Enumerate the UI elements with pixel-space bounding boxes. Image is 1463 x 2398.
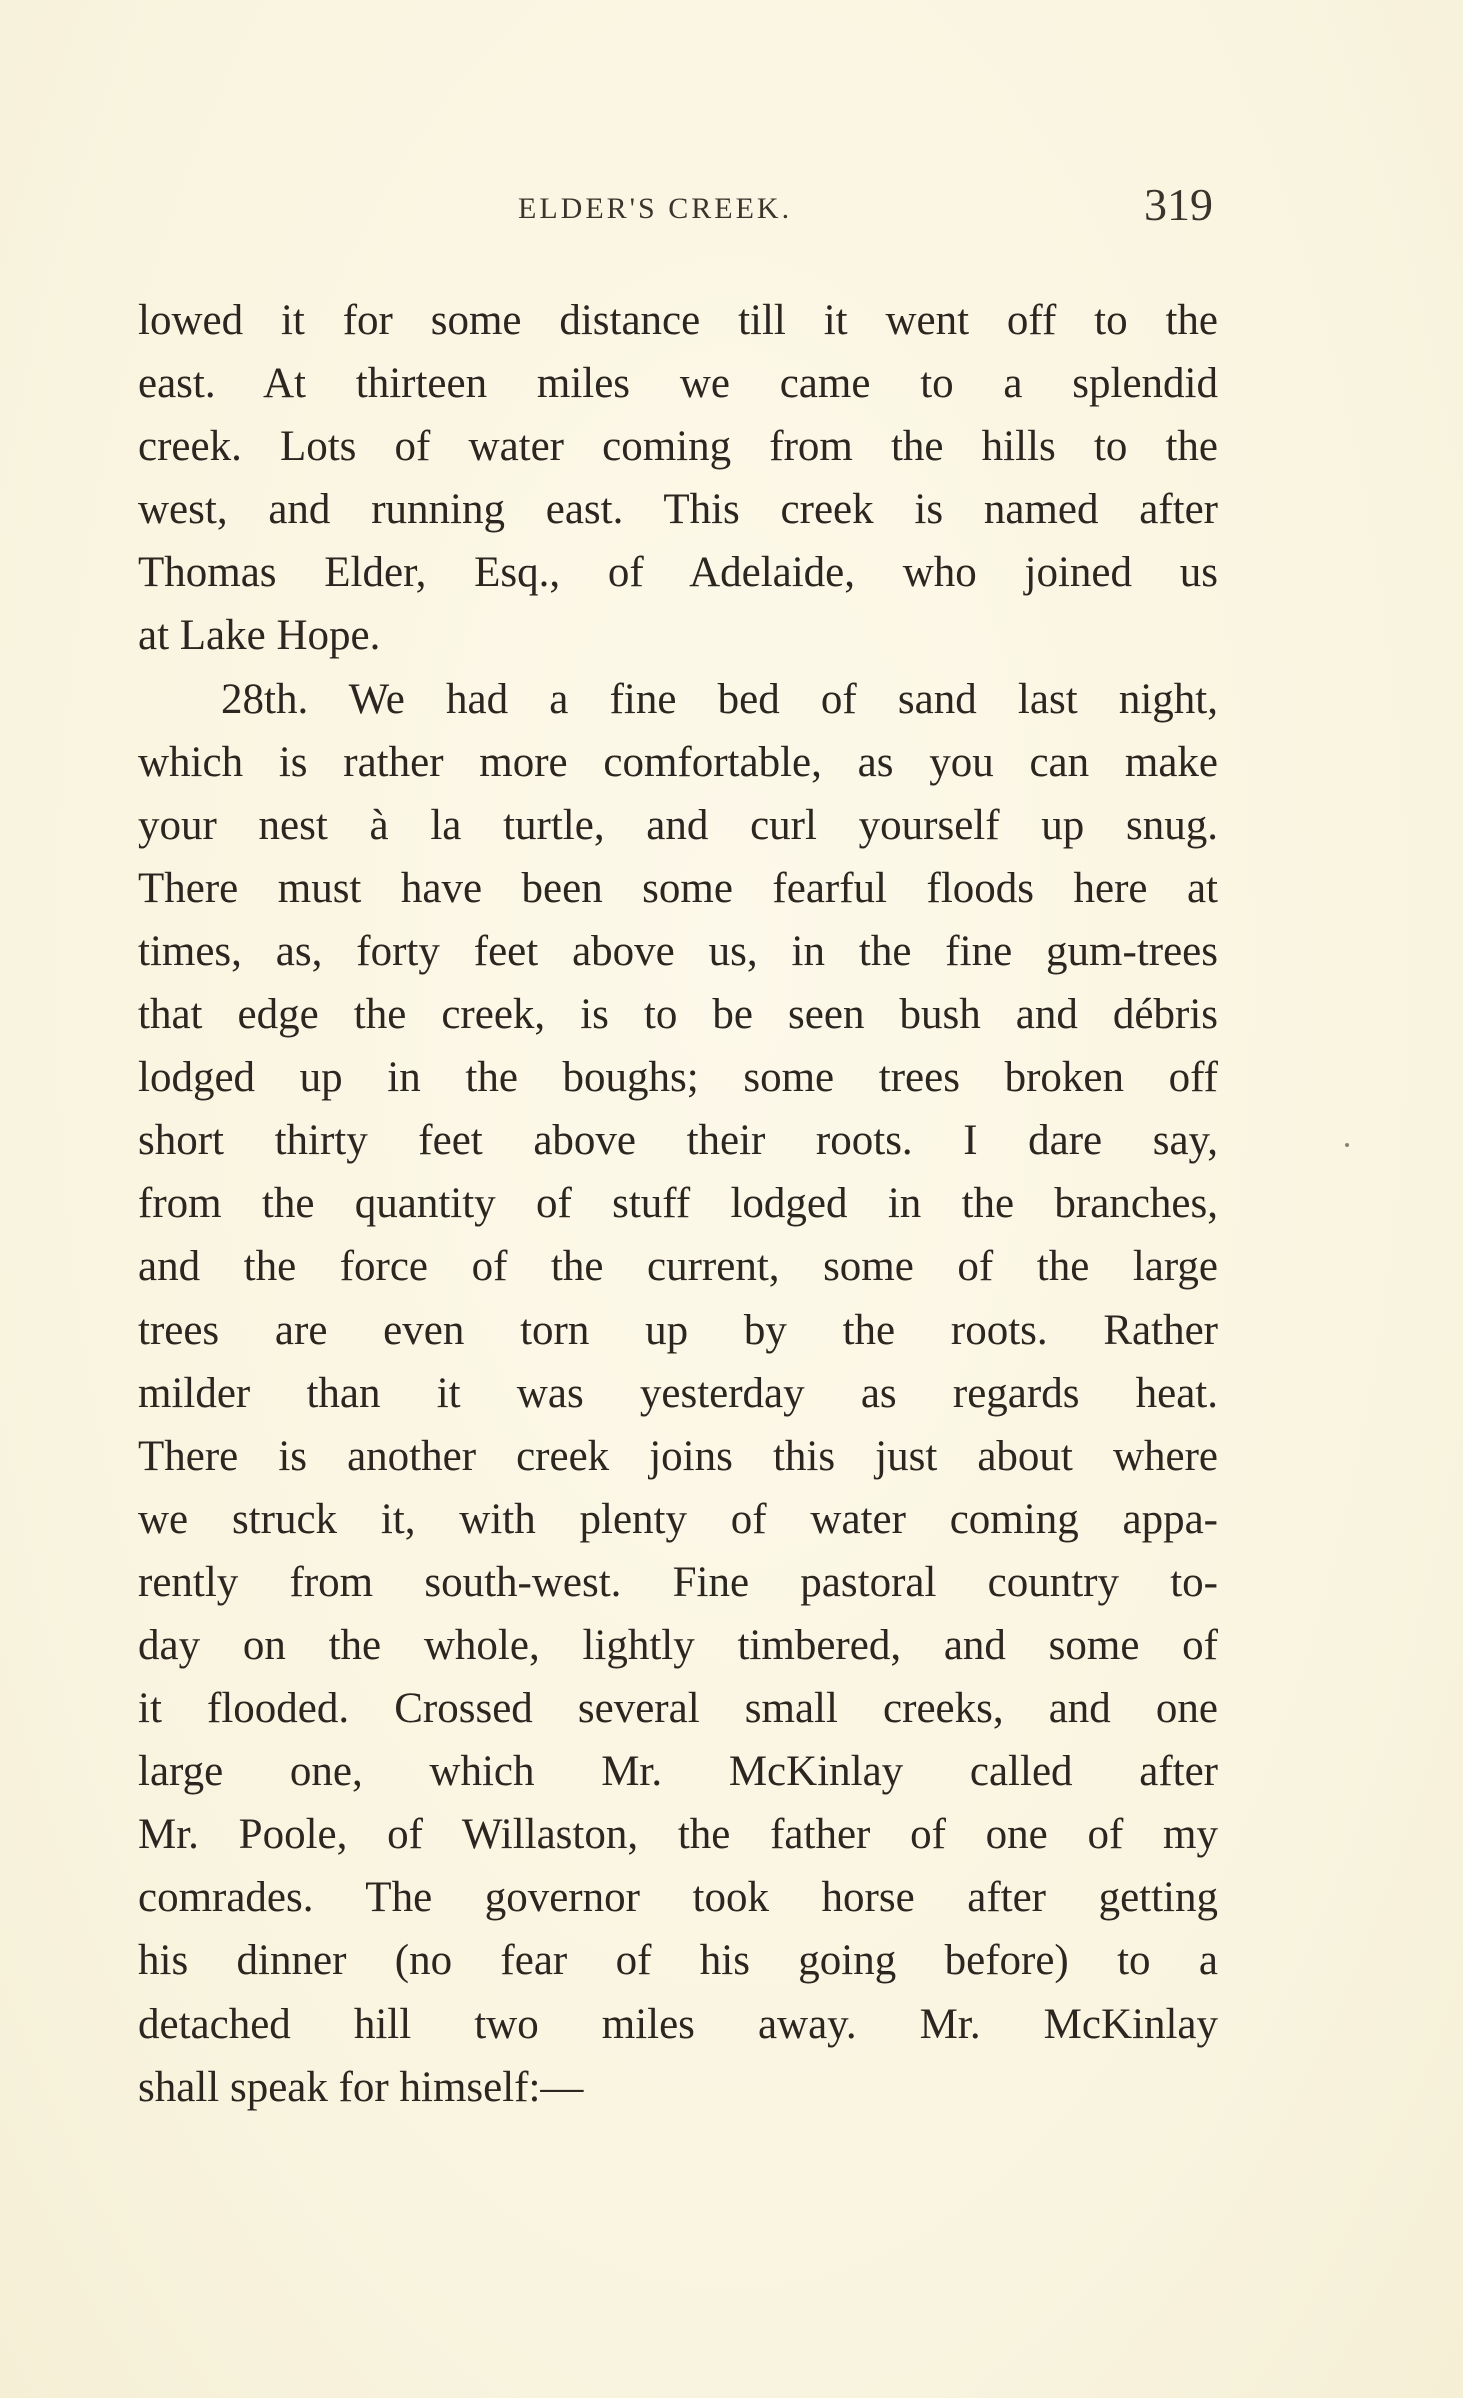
- text-line: large one, which Mr. McKinlay called after: [138, 1748, 1218, 1796]
- print-speck: [1345, 1143, 1349, 1147]
- text-line: 28th. We had a fine bed of sand last night,: [221, 675, 1218, 723]
- text-line: at Lake Hope.: [138, 612, 381, 660]
- text-line: There is another creek joins this just about where: [138, 1432, 1218, 1480]
- text-line: and the force of the current, some of the large: [138, 1243, 1218, 1291]
- text-line: it flooded. Crossed several small creeks, and one: [138, 1685, 1218, 1733]
- running-head: [138, 178, 1213, 238]
- text-line: his dinner (no fear of his going before) to a: [138, 1937, 1218, 1985]
- text-line: we struck it, with plenty of water coming appa-: [138, 1495, 1218, 1543]
- text-line: shall speak for himself:—: [138, 2063, 584, 2111]
- text-line: from the quantity of stuff lodged in the branches,: [138, 1180, 1218, 1228]
- text-line: Thomas Elder, Esq., of Adelaide, who joined us: [138, 549, 1218, 597]
- body-text: [138, 289, 1218, 2119]
- text-line: comrades. The governor took horse after getting: [138, 1874, 1218, 1922]
- text-line: west, and running east. This creek is named after: [138, 486, 1218, 534]
- text-line: Mr. Poole, of Willaston, the father of one of my: [138, 1811, 1218, 1859]
- text-line: which is rather more comfortable, as you can make: [138, 738, 1218, 786]
- text-line: There must have been some fearful floods here at: [138, 864, 1218, 912]
- text-line: rently from south-west. Fine pastoral country to-: [138, 1558, 1218, 1606]
- text-line: creek. Lots of water coming from the hills to the: [138, 423, 1218, 471]
- text-line: milder than it was yesterday as regards heat.: [138, 1369, 1218, 1417]
- text-line: short thirty feet above their roots. I dare say,: [138, 1117, 1218, 1165]
- text-line: east. At thirteen miles we came to a splendid: [138, 360, 1218, 408]
- text-line: that edge the creek, is to be seen bush and débris: [138, 991, 1218, 1039]
- text-line: lowed it for some distance till it went off to the: [138, 297, 1218, 344]
- text-line: lodged up in the boughs; some trees broken off: [138, 1054, 1218, 1102]
- page-number: 319: [1144, 179, 1213, 230]
- text-line: trees are even torn up by the roots. Rather: [138, 1306, 1218, 1354]
- text-line: day on the whole, lightly timbered, and some of: [138, 1621, 1218, 1669]
- text-line: detached hill two miles away. Mr. McKinlay: [138, 2000, 1218, 2048]
- text-line: your nest à la turtle, and curl yourself up snug.: [138, 801, 1218, 849]
- running-head-title: ELDER'S CREEK.: [518, 192, 793, 225]
- text-line: times, as, forty feet above us, in the fine gum-trees: [138, 927, 1218, 975]
